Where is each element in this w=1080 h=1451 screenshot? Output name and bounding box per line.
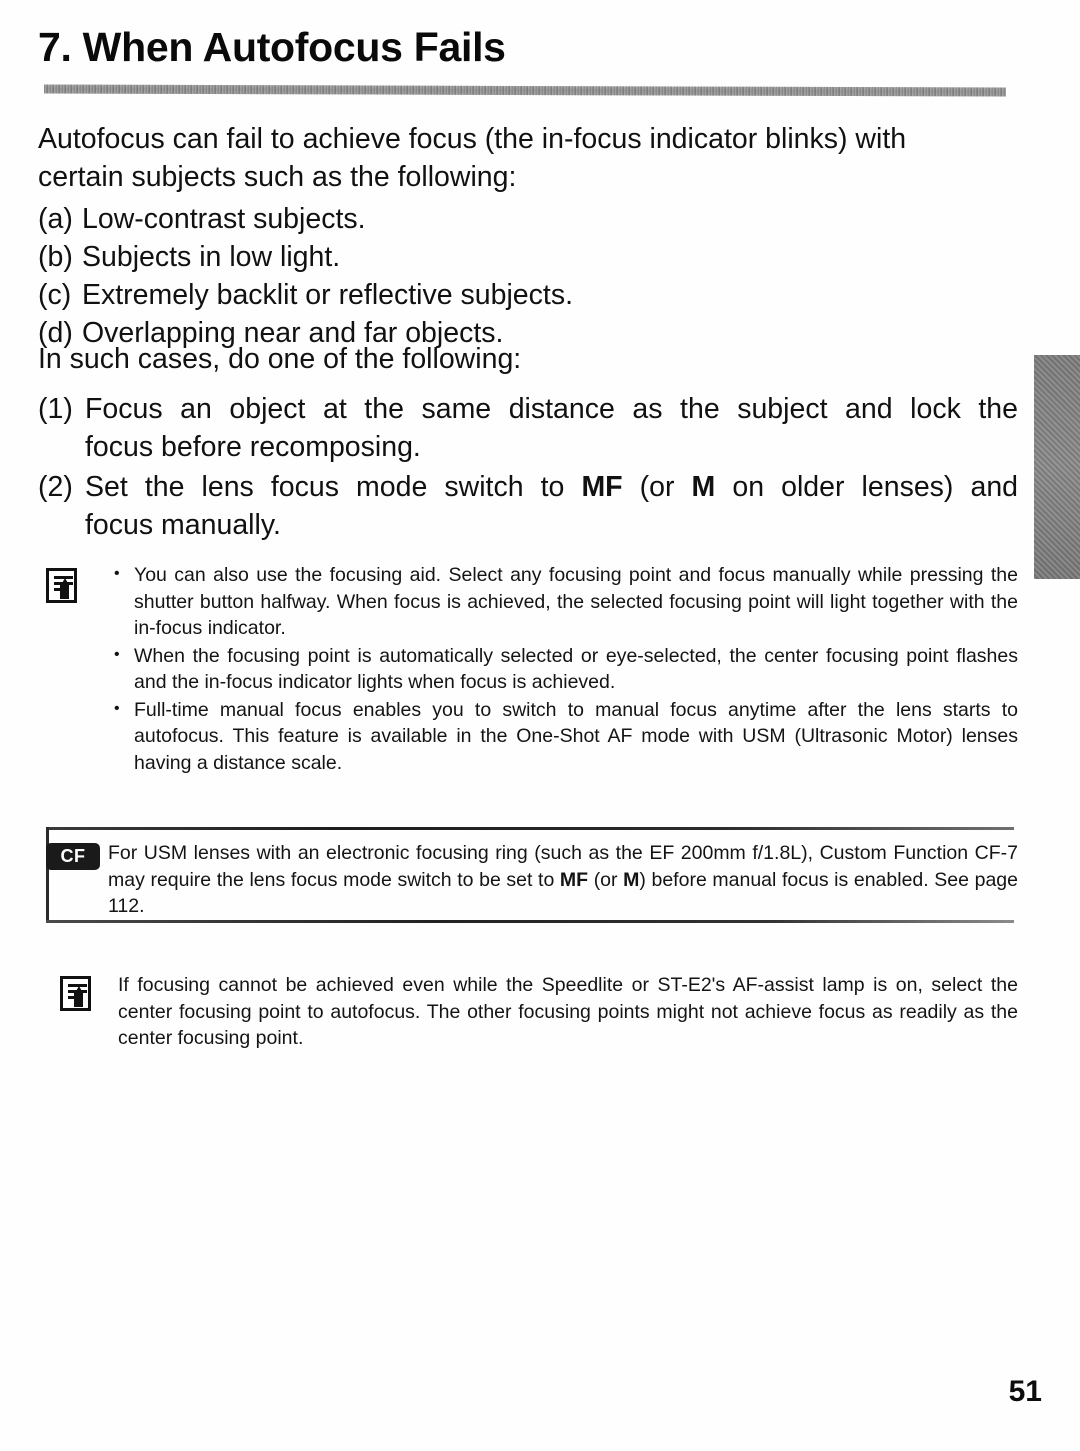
list-item-marker: (2) (38, 471, 73, 503)
list-item-label (85, 390, 1018, 466)
pen-tip (75, 986, 83, 993)
divider-below-cf-note (46, 920, 1014, 923)
note-body (108, 840, 1018, 920)
list-item-marker: (b) (38, 241, 73, 273)
page-number: 51 (1008, 1375, 1042, 1408)
cf-text-b: (or (588, 868, 624, 891)
list-item-marker: (d) (38, 317, 73, 349)
note-pen-icon (46, 568, 77, 603)
m-label: M (691, 471, 716, 503)
list-item (38, 238, 1018, 276)
note-pen-icon (60, 976, 91, 1011)
note-box-custom-function (46, 840, 1018, 920)
mf-label: MF (581, 471, 623, 503)
cf-badge-cell (46, 840, 108, 870)
list-item-label: Subjects in low light. (82, 241, 341, 273)
step-line-1 (85, 468, 1018, 506)
title-underline-bar (44, 84, 1006, 96)
note-box-af-assist (60, 972, 1018, 1052)
chapter-thumb-tab (1034, 355, 1080, 579)
step-text-a: Set the lens focus mode switch to (85, 471, 582, 503)
divider-above-cf-note (46, 827, 1014, 830)
list-item (38, 276, 1018, 314)
list-item-label: Overlapping near and far objects. (82, 317, 504, 349)
cf-text-c: ) before manual focus is enabled. See page 112. (108, 868, 1018, 917)
mf-label: MF (559, 868, 589, 891)
failure-conditions-list (38, 200, 1018, 352)
list-item: • Full-time manual focus enables you to switch to manual focus anytime after the lens starts to autofocus. This feature is available in the One-Shot AF mode with USM (Ultrasonic Motor) lenses having a distance scale. (108, 697, 1018, 777)
note-body: If focusing cannot be achieved even while the Speedlite or ST-E2's AF-assist lamp is on, select the center focusing point to autofocus. The other focusing points might not achieve focus as readily as the center focusing point. (118, 974, 1018, 1049)
list-item-label (85, 468, 1018, 544)
note-bullet-list (108, 562, 1018, 776)
list-item-marker: (c) (38, 279, 72, 311)
list-item-marker: (1) (38, 393, 73, 425)
page-title: 7. When Autofocus Fails (38, 24, 506, 70)
intro-line-2: certain subjects such as the following: (38, 161, 517, 193)
pen-body (74, 993, 83, 1007)
m-label: M (623, 868, 640, 891)
list-item (38, 468, 1018, 544)
step-line-1: Focus an object at the same distance as the subject and lock the (85, 393, 1018, 425)
intro-line-1: Autofocus can fail to achieve focus (the in-focus indicator blinks) with (38, 123, 907, 155)
note-box-focusing-aid (46, 562, 1018, 777)
pen-tip (61, 578, 69, 585)
list-item-label: Low-contrast subjects. (82, 203, 366, 235)
step-line-2: focus before recomposing. (85, 431, 421, 463)
list-item-label: Extremely backlit or reflective subjects. (82, 279, 573, 311)
cases-intro-paragraph: In such cases, do one of the following: (38, 343, 522, 375)
list-item (38, 200, 1018, 238)
step-line-2: focus manually. (85, 509, 281, 541)
list-item-marker: (a) (38, 203, 73, 235)
list-item (38, 390, 1018, 466)
note-body (108, 562, 1018, 777)
step-text-b: (or (622, 471, 692, 503)
step-text-c: on older lenses) and (715, 471, 1019, 503)
list-item: • When the focusing point is automatically selected or eye-selected, the center focusing point flashes and the in-focus indicator lights when focus is achieved. (108, 643, 1018, 696)
remedy-steps-list (38, 390, 1018, 546)
cf-text-a: For USM lenses with an electronic focusing ring (such as the EF 200mm f/1.8L), Custom Function CF-7 may require the lens focus mode switch to be set to (108, 842, 1018, 891)
intro-paragraph (38, 120, 1018, 196)
note-icon-cell (46, 562, 108, 603)
custom-function-badge: CF (46, 843, 100, 870)
list-item: • You can also use the focusing aid. Select any focusing point and focus manually while pressing the shutter button halfway. When focus is achieved, the selected focusing point will light together with the in-focus indicator. (108, 562, 1018, 642)
note-icon-cell (60, 972, 118, 1011)
pen-body (60, 585, 69, 599)
